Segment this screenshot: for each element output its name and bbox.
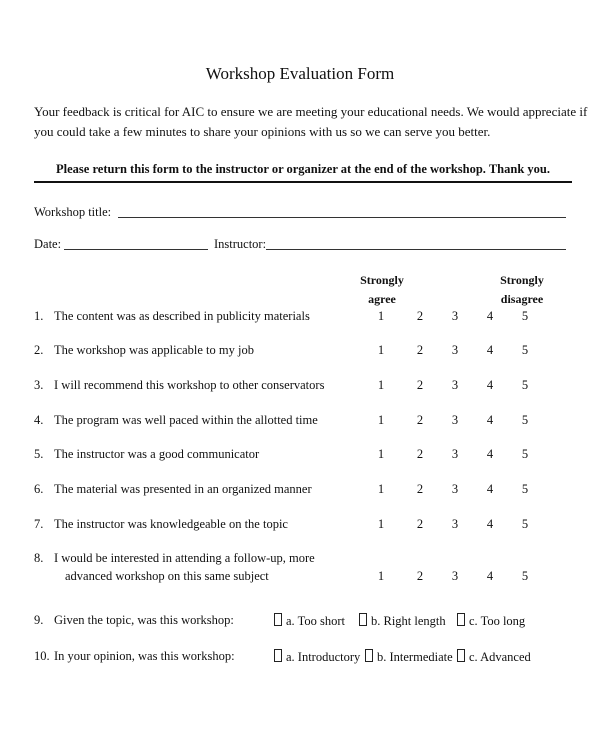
- rating-option-5[interactable]: 5: [521, 447, 529, 461]
- rating-option-3[interactable]: 3: [451, 309, 459, 323]
- rating-option-2[interactable]: 2: [416, 447, 424, 461]
- rating-option-5[interactable]: 5: [521, 482, 529, 496]
- date-field[interactable]: [64, 249, 208, 250]
- question-text: I will recommend this workshop to other conservators: [54, 378, 325, 392]
- rating-option-3[interactable]: 3: [451, 378, 459, 392]
- rating-option-4[interactable]: 4: [486, 482, 494, 496]
- checkbox-icon[interactable]: [359, 613, 367, 626]
- choice-option[interactable]: [274, 649, 360, 665]
- rating-option-2[interactable]: 2: [416, 309, 424, 323]
- rating-option-5[interactable]: 5: [521, 309, 529, 323]
- instructor-label: Instructor:: [214, 237, 267, 251]
- rating-option-5[interactable]: 5: [521, 413, 529, 427]
- question-text: The program was well paced within the allotted time: [54, 413, 318, 427]
- question-number: 3.: [34, 378, 44, 392]
- workshop-title-field[interactable]: [118, 217, 566, 218]
- rating-option-3[interactable]: 3: [451, 482, 459, 496]
- rating-option-2[interactable]: 2: [416, 517, 424, 531]
- rating-option-1[interactable]: 1: [377, 343, 385, 357]
- return-notice: Please return this form to the instructor or organizer at the end of the workshop. Thank you.: [56, 162, 550, 176]
- header-divider: [34, 181, 572, 183]
- question-number: 10.: [34, 649, 50, 663]
- choice-option-label: b. Intermediate: [377, 650, 453, 664]
- choice-option-label: a. Too short: [286, 614, 345, 628]
- question-text: The workshop was applicable to my job: [54, 343, 254, 357]
- rating-option-3[interactable]: 3: [451, 413, 459, 427]
- question-text: The instructor was knowledgeable on the topic: [54, 517, 288, 531]
- choice-option-label: c. Too long: [469, 614, 526, 628]
- question-text: In your opinion, was this workshop:: [54, 649, 235, 663]
- choice-option[interactable]: [457, 613, 525, 629]
- intro-line-2: you could take a few minutes to share your opinions with us so we can serve you better.: [34, 124, 491, 139]
- rating-option-1[interactable]: 1: [377, 447, 385, 461]
- question-number: 1.: [34, 309, 44, 323]
- choice-option-label: a. Introductory: [286, 650, 361, 664]
- choice-option-label: b. Right length: [371, 614, 446, 628]
- rating-option-3[interactable]: 3: [451, 517, 459, 531]
- rating-option-1[interactable]: 1: [377, 309, 385, 323]
- workshop-title-label: Workshop title:: [34, 205, 112, 219]
- rating-option-1[interactable]: 1: [377, 413, 385, 427]
- rating-option-4[interactable]: 4: [486, 517, 494, 531]
- question-number: 6.: [34, 482, 44, 496]
- rating-option-2[interactable]: 2: [416, 343, 424, 357]
- rating-option-4[interactable]: 4: [486, 378, 494, 392]
- rating-option-5[interactable]: 5: [521, 343, 529, 357]
- form-title: Workshop Evaluation Form: [205, 64, 395, 83]
- rating-option-5[interactable]: 5: [521, 517, 529, 531]
- choice-option[interactable]: [457, 649, 531, 665]
- choice-option[interactable]: [274, 613, 345, 629]
- choice-option[interactable]: [365, 649, 453, 665]
- question-number: 4.: [34, 413, 44, 427]
- rating-option-4[interactable]: 4: [486, 343, 494, 357]
- question-text-continued: advanced workshop on this same subject: [65, 569, 269, 583]
- rating-option-3[interactable]: 3: [451, 343, 459, 357]
- checkbox-icon[interactable]: [457, 649, 465, 662]
- rating-option-1[interactable]: 1: [377, 378, 385, 392]
- choice-option[interactable]: [359, 613, 446, 629]
- question-number: 9.: [34, 613, 44, 627]
- checkbox-icon[interactable]: [274, 613, 282, 626]
- question-number: 7.: [34, 517, 44, 531]
- intro-line-1: Your feedback is critical for AIC to ensure we are meeting your educational needs. We would appreciate if: [34, 104, 588, 119]
- rating-option-4[interactable]: 4: [486, 447, 494, 461]
- rating-option-1[interactable]: 1: [377, 517, 385, 531]
- rating-option-4[interactable]: 4: [486, 569, 494, 583]
- checkbox-icon[interactable]: [274, 649, 282, 662]
- question-number: 2.: [34, 343, 44, 357]
- rating-option-2[interactable]: 2: [416, 413, 424, 427]
- scale-header-agree: Strongly agree: [360, 273, 404, 306]
- scale-header-disagree: Strongly disagree: [500, 273, 544, 306]
- date-label: Date:: [34, 237, 62, 251]
- rating-option-1[interactable]: 1: [377, 482, 385, 496]
- rating-option-2[interactable]: 2: [416, 569, 424, 583]
- rating-option-3[interactable]: 3: [451, 569, 459, 583]
- checkbox-icon[interactable]: [457, 613, 465, 626]
- choice-option-label: c. Advanced: [469, 650, 531, 664]
- instructor-field[interactable]: [266, 249, 566, 250]
- rating-option-2[interactable]: 2: [416, 482, 424, 496]
- rating-option-5[interactable]: 5: [521, 378, 529, 392]
- rating-option-2[interactable]: 2: [416, 378, 424, 392]
- question-text: The content was as described in publicity materials: [54, 309, 310, 323]
- question-text: I would be interested in attending a follow-up, more: [54, 551, 315, 565]
- checkbox-icon[interactable]: [365, 649, 373, 662]
- question-number: 8.: [34, 551, 44, 565]
- rating-option-3[interactable]: 3: [451, 447, 459, 461]
- rating-option-4[interactable]: 4: [486, 309, 494, 323]
- question-text: The material was presented in an organized manner: [54, 482, 312, 496]
- question-text: Given the topic, was this workshop:: [54, 613, 234, 627]
- rating-option-4[interactable]: 4: [486, 413, 494, 427]
- rating-option-5[interactable]: 5: [521, 569, 529, 583]
- question-text: The instructor was a good communicator: [54, 447, 260, 461]
- question-number: 5.: [34, 447, 44, 461]
- rating-option-1[interactable]: 1: [377, 569, 385, 583]
